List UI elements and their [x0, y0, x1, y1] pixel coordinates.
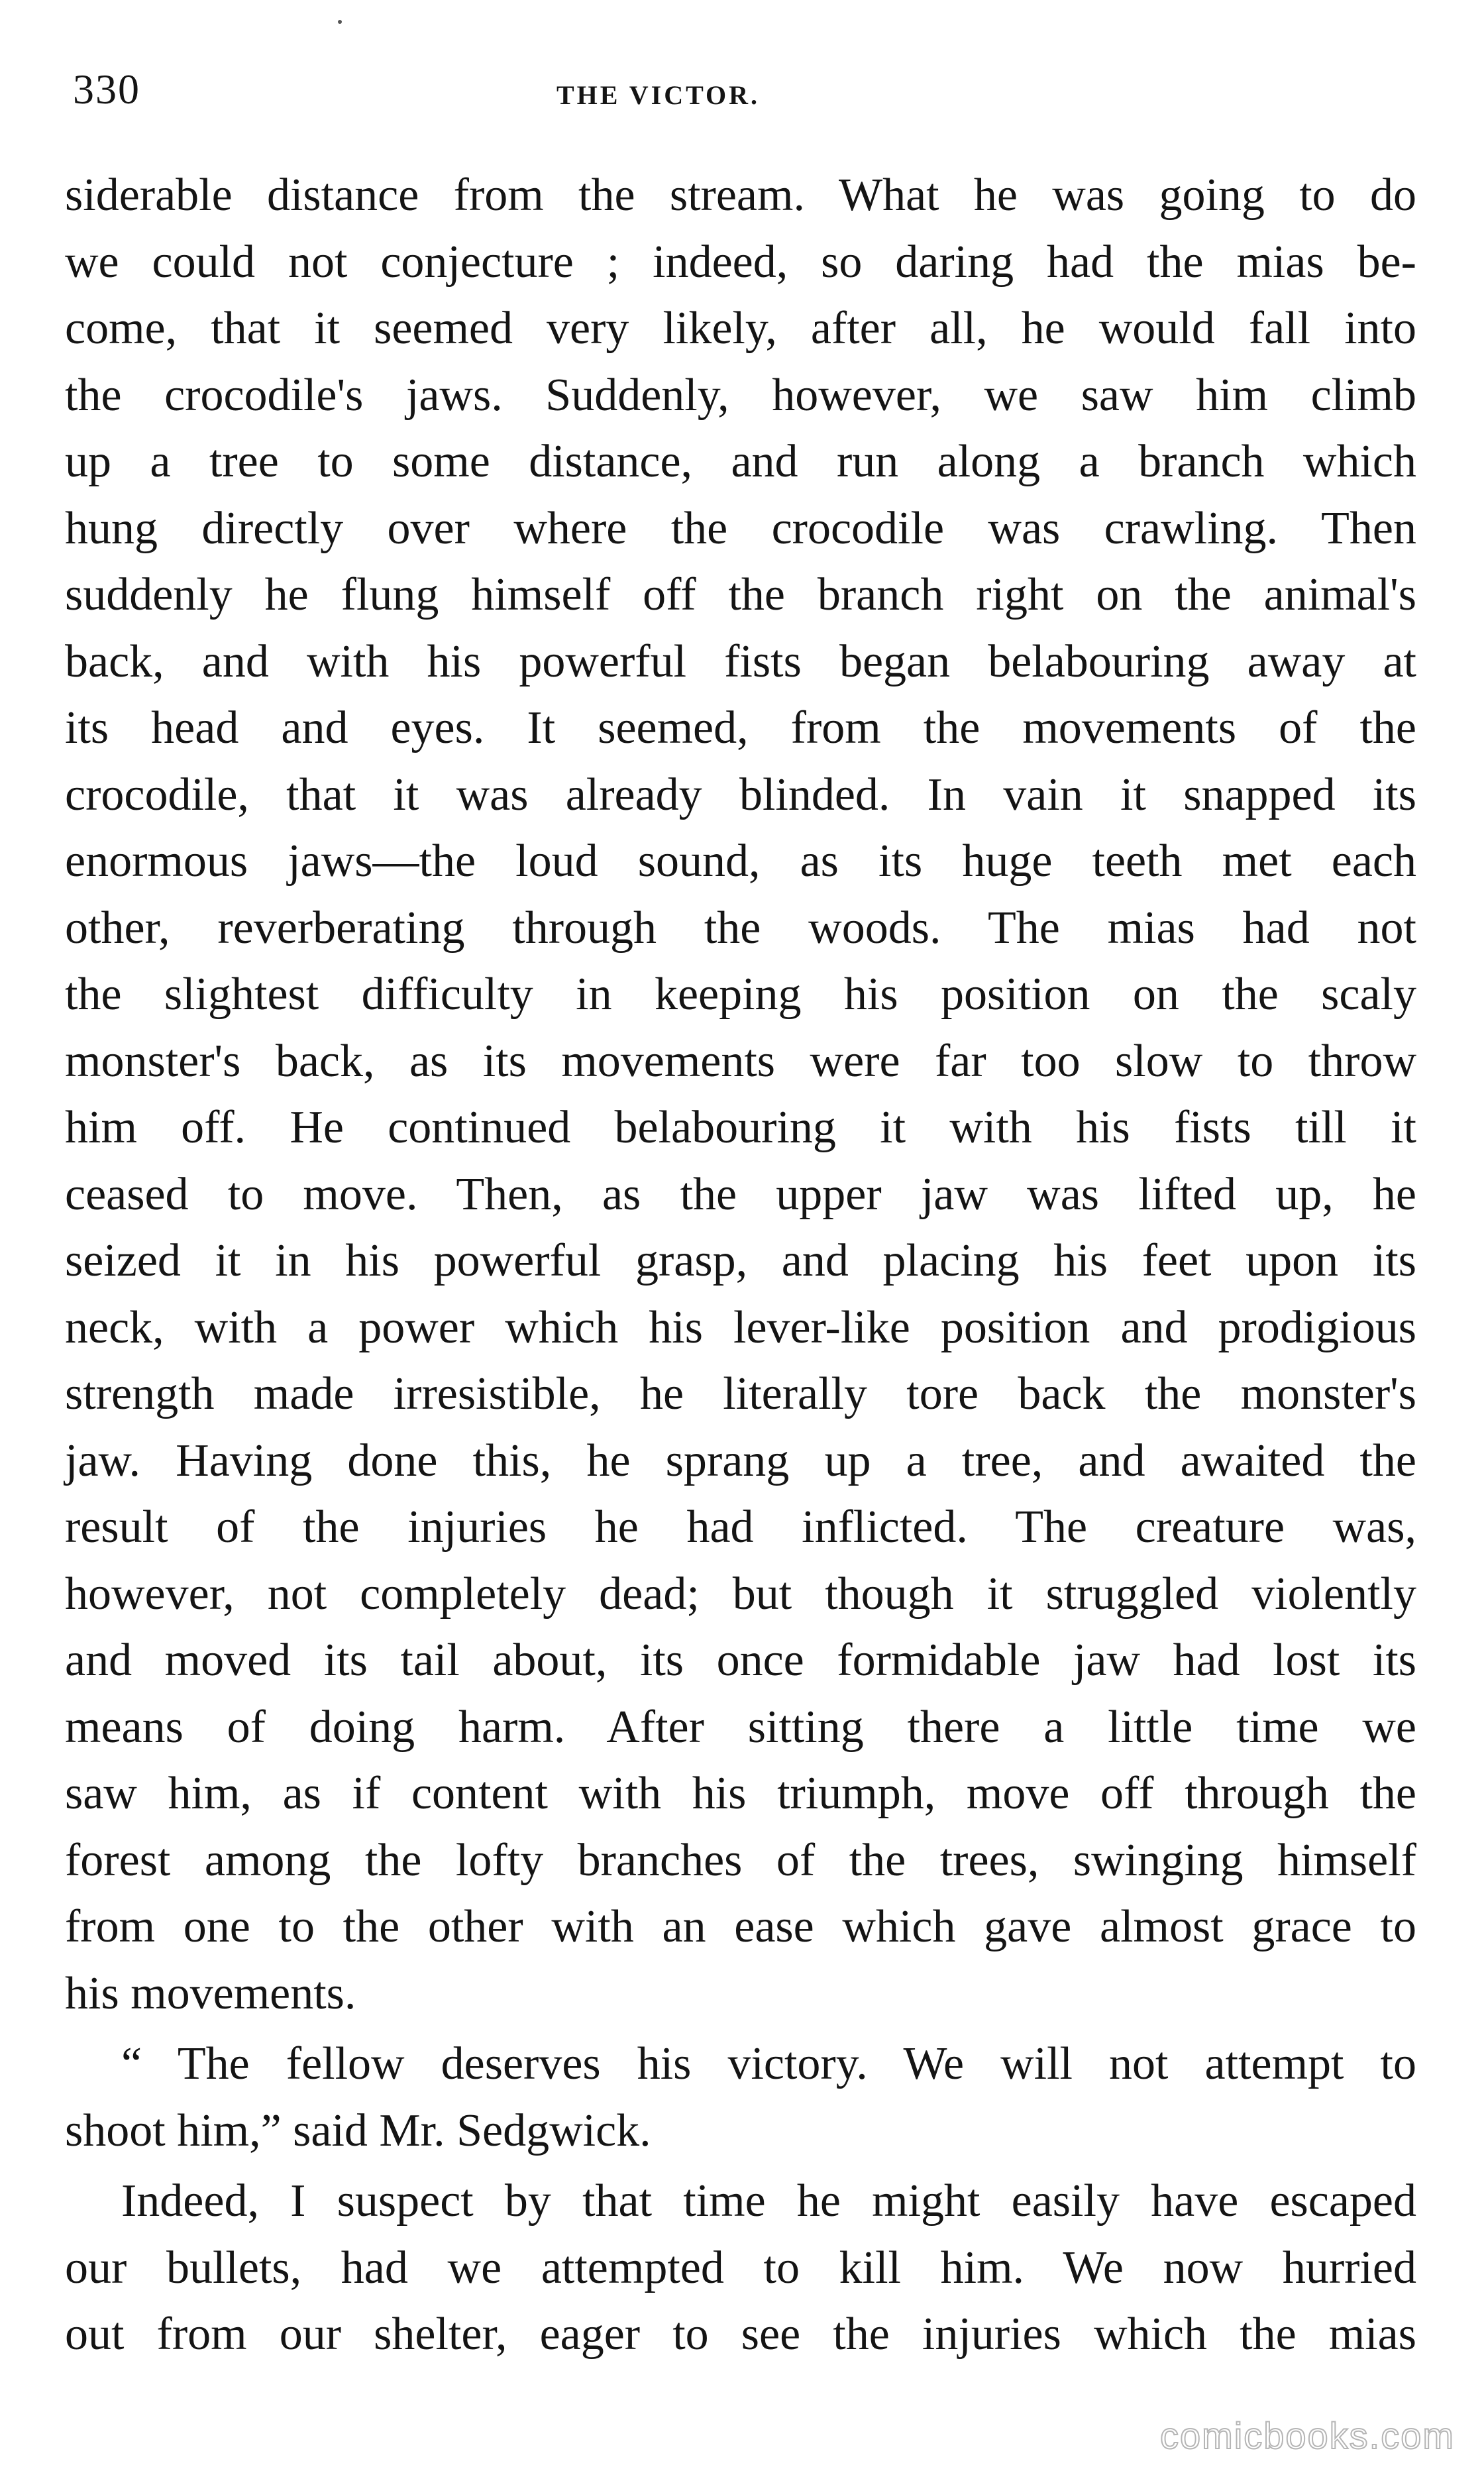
text-line: our bullets, had we attempted to kill him. We now hurried — [65, 2242, 1416, 2293]
text-line: and moved its tail about, its once formidable jaw had lost its — [65, 1635, 1416, 1686]
text-line: enormous jaws—the loud sound, as its huge teeth met each — [65, 836, 1416, 887]
text-line: out from our shelter, eager to see the injuries which the mias — [65, 2309, 1416, 2360]
text-line: however, not completely dead; but though it struggled violently — [65, 1568, 1416, 1620]
text-line: the slightest difficulty in keeping his position on the scaly — [65, 969, 1416, 1020]
text-line: forest among the lofty branches of the trees, swinging himself — [65, 1834, 1416, 1886]
text-line: Indeed, I suspect by that time he might easily have escaped — [121, 2175, 1416, 2226]
text-line: back, and with his powerful fists began belabouring away at — [65, 635, 1416, 687]
text-line: its head and eyes. It seemed, from the movements of the — [65, 702, 1416, 753]
print-speck — [338, 20, 342, 24]
paragraph — [65, 2031, 1416, 2164]
text-line: saw him, as if content with his triumph, move off through the — [65, 1768, 1416, 1819]
text-line: seized it in his powerful grasp, and placing his feet upon its — [65, 1235, 1416, 1286]
body-text — [65, 162, 1416, 2368]
text-line: neck, with a power which his lever-like position and prodigious — [65, 1301, 1416, 1353]
text-line: monster's back, as its movements were far too slow to throw — [65, 1035, 1416, 1087]
text-line: hung directly over where the crocodile was crawling. Then — [65, 502, 1416, 554]
watermark-text: comicbooks.com — [1159, 2415, 1455, 2456]
page-number: 330 — [73, 66, 140, 113]
text-line: siderable distance from the stream. What he was going to do — [65, 170, 1416, 221]
text-line: up a tree to some distance, and run along a branch which — [65, 436, 1416, 487]
text-line: other, reverberating through the woods. The mias had not — [65, 902, 1416, 954]
text-line: come, that it seemed very likely, after all, he would fall into — [65, 303, 1416, 354]
text-line: suddenly he flung himself off the branch right on the animal's — [65, 569, 1416, 620]
text-line: jaw. Having done this, he sprang up a tree, and awaited the — [65, 1435, 1416, 1486]
text-line: the crocodile's jaws. Suddenly, however, we saw him climb — [65, 369, 1416, 421]
text-line: “ The fellow deserves his victory. We will not attempt to — [121, 2038, 1416, 2089]
text-line: crocodile, that it was already blinded. In vain it snapped its — [65, 769, 1416, 820]
text-line: means of doing harm. After sitting there a little time we — [65, 1701, 1416, 1753]
paragraph — [65, 162, 1416, 2027]
text-line: from one to the other with an ease which gave almost grace to — [65, 1901, 1416, 1952]
text-line: shoot him,” said Mr. Sedgwick. — [65, 2105, 651, 2156]
text-line: ceased to move. Then, as the upper jaw was lifted up, he — [65, 1168, 1416, 1220]
text-line: result of the injuries he had inflicted. The creature was, — [65, 1502, 1416, 1553]
text-line: his movements. — [65, 1967, 356, 2019]
paragraph — [65, 2168, 1416, 2368]
running-head: THE VICTOR. — [556, 80, 761, 110]
text-line: strength made irresistible, he literally tore back the monster's — [65, 1368, 1416, 1419]
page-header — [73, 60, 1418, 119]
text-line: him off. He continued belabouring it with his fists till it — [65, 1102, 1416, 1153]
text-line: we could not conjecture ; indeed, so daring had the mias be- — [65, 236, 1416, 288]
